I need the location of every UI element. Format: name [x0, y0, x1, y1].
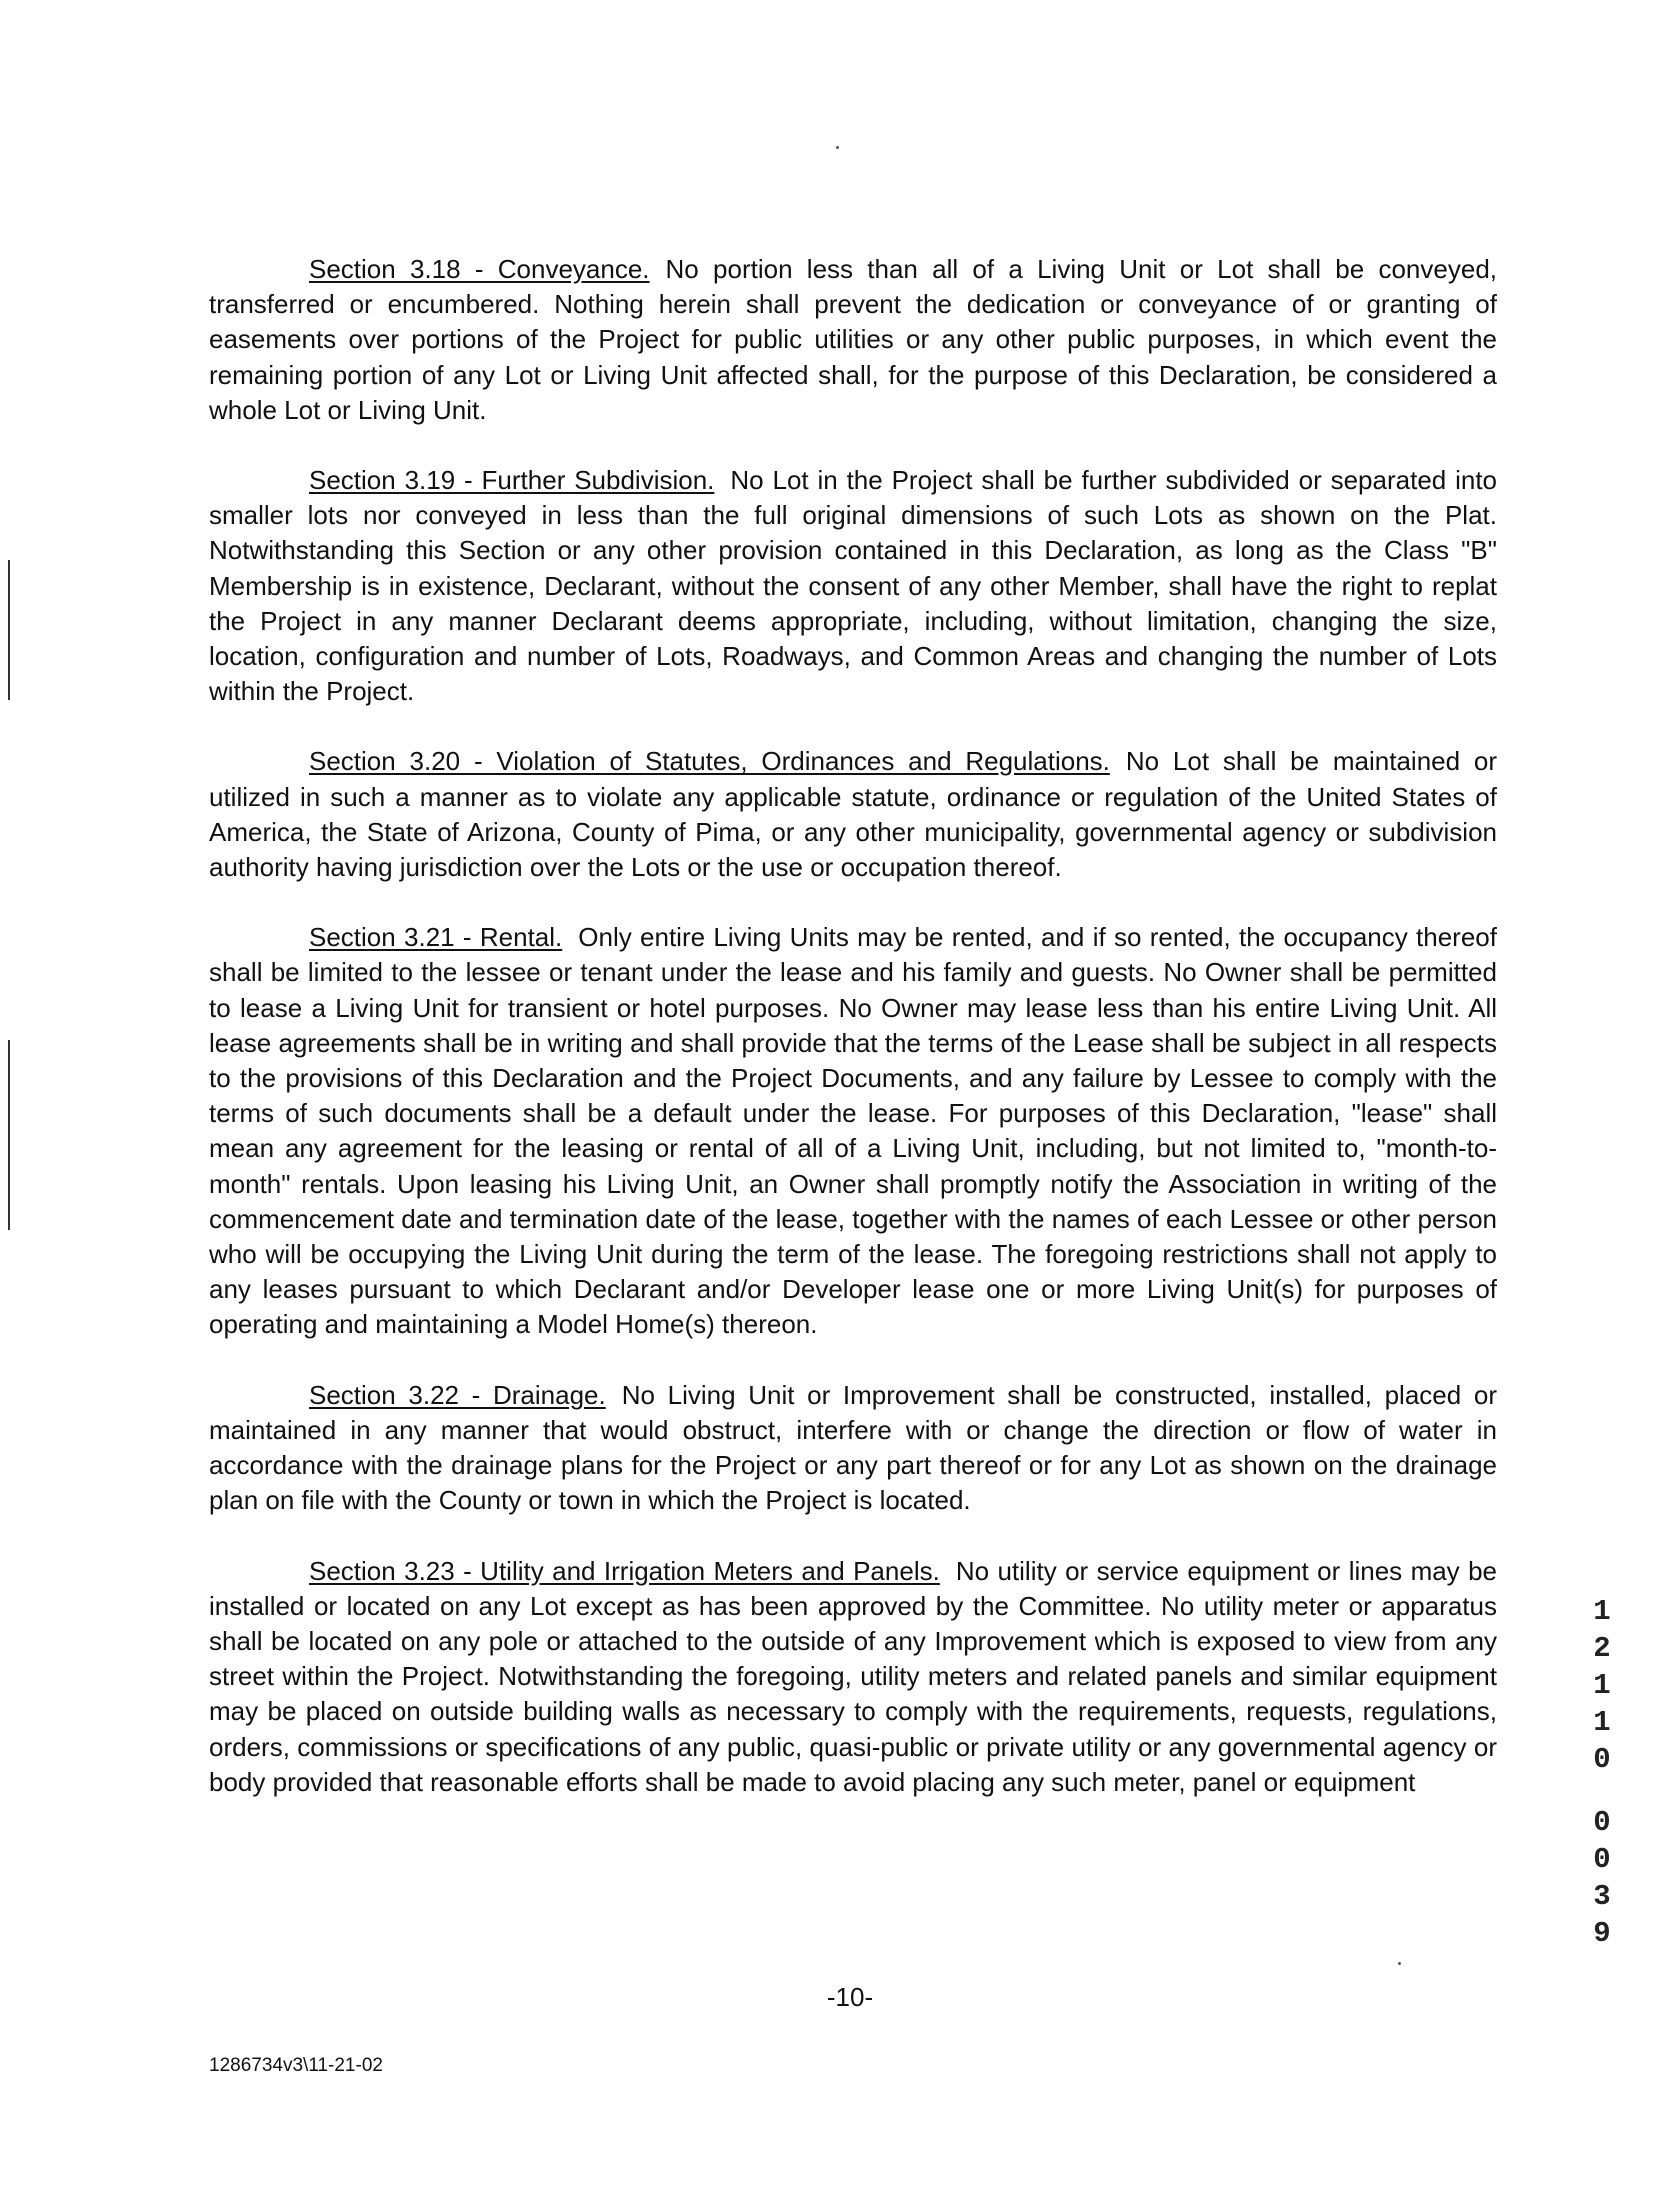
document-body [209, 252, 1497, 1835]
section-3-21 [209, 920, 1497, 1342]
stamp-digit: 0 [1593, 1806, 1611, 1839]
scan-speck [1398, 1962, 1401, 1965]
section-text: No portion less than all of a Living Unit or Lot shall be conveyed, transferred or encumbered. Nothing herein shall prevent the dedication or conveyance of or granting of easements over portions of the Project for public utilities or any other public purposes, in which event the remaining portion of any Lot or Living Unit affected shall, for the purpose of this Declaration, be considered a whole Lot or Living Unit. [209, 254, 1497, 425]
margin-change-bar [8, 1040, 10, 1230]
section-heading: Section 3.20 - Violation of Statutes, Ordinances and Regulations. [309, 746, 1110, 777]
page-number: -10- [826, 1982, 874, 2012]
section-heading: Section 3.22 - Drainage. [309, 1379, 606, 1410]
section-3-22 [209, 1378, 1497, 1519]
stamp-digit: 1 [1593, 1595, 1611, 1628]
stamp-digit: 1 [1593, 1706, 1611, 1739]
section-text: No Lot in the Project shall be further subdivided or separated into smaller lots nor conveyed in less than the full original dimensions of such Lots as shown on the Plat. Notwithstanding this Section or any other provision contained in this Declaration, as long as the Class "B" Membership is in existence, Declarant, without the consent of any other Member, shall have the right to replat the Project in any manner Declarant deems appropriate, including, without limitation, changing the size, location, configuration and number of Lots, Roadways, and Common Areas and changing the number of Lots within the Project. [209, 465, 1498, 707]
section-heading: Section 3.19 - Further Subdivision. [309, 465, 715, 496]
section-text: Only entire Living Units may be rented, and if so rented, the occupancy thereof shall be limited to the lessee or tenant under the lease and his family and guests. No Owner shall be permitted to lease a Living Unit for transient or hotel purposes. No Owner may lease less than his entire Living Unit. All lease agreements shall be in writing and shall provide that the terms of the Lease shall be subject in all respects to the provisions of this Declaration and the Project Documents, and any failure by Lessee to comply with the terms of such documents shall be a default under the lease. For purposes of this Declaration, "lease" shall mean any agreement for the leasing or rental of all of a Living Unit, including, but not limited to, "month-to-month" rentals. Upon leasing his Living Unit, an Owner shall promptly notify the Association in writing of the commencement date and termination date of the lease, together with the names of each Lessee or other person who will be occupying the Living Unit during the term of the lease. The foregoing restrictions shall not apply to any leases pursuant to which Declarant and/or Developer lease one or more Living Unit(s) for purposes of operating and maintaining a Model Home(s) thereon. [209, 922, 1497, 1340]
margin-change-bar [8, 560, 10, 700]
stamp-digit: 3 [1593, 1880, 1611, 1913]
scan-speck [836, 146, 839, 149]
stamp-digit: 0 [1593, 1743, 1611, 1776]
stamp-digit: 0 [1593, 1843, 1611, 1876]
section-text: No Living Unit or Improvement shall be constructed, installed, placed or maintained in any manner that would obstruct, interfere with or change the direction or flow of water in accordance with the drainage plans for the Project or any part thereof or for any Lot as shown on the drainage plan on file with the County or town in which the Project is located. [209, 1379, 1497, 1516]
section-3-19 [209, 463, 1497, 709]
stamp-gap [1587, 1778, 1617, 1804]
stamp-digit: 9 [1593, 1917, 1611, 1950]
stamp-digit: 2 [1593, 1632, 1611, 1665]
section-3-18 [209, 252, 1497, 428]
section-text: No Lot shall be maintained or utilized in such a manner as to violate any applicable statute, ordinance or regulation of the United States of America, the State of Arizona, County of Pima, or any other municipality, governmental agency or subdivision authority having jurisdiction over the Lots or the use or occupation thereof. [209, 746, 1497, 883]
stamp-digit: 1 [1593, 1669, 1611, 1702]
section-heading: Section 3.18 - Conveyance. [309, 254, 650, 284]
section-heading: Section 3.21 - Rental. [309, 922, 563, 953]
section-heading: Section 3.23 - Utility and Irrigation Meters and Panels. [309, 1555, 940, 1586]
section-3-20 [209, 744, 1497, 885]
section-text: No utility or service equipment or lines may be installed or located on any Lot except as has been approved by the Committee. No utility meter or apparatus shall be located on any pole or attached to the outside of any Improvement which is exposed to view from any street within the Project. Notwithstanding the foregoing, utility meters and related panels and similar equipment may be placed on outside building walls as necessary to comply with the requirements, requests, regulations, orders, commissions or specifications of any public, quasi-public or private utility or any governmental agency or body provided that reasonable efforts shall be made to avoid placing any such meter, panel or equipment [209, 1555, 1497, 1797]
recording-stamp [1587, 1593, 1617, 1952]
document-id: 1286734v3\11-21-02 [209, 2055, 383, 2076]
section-3-23 [209, 1554, 1497, 1800]
